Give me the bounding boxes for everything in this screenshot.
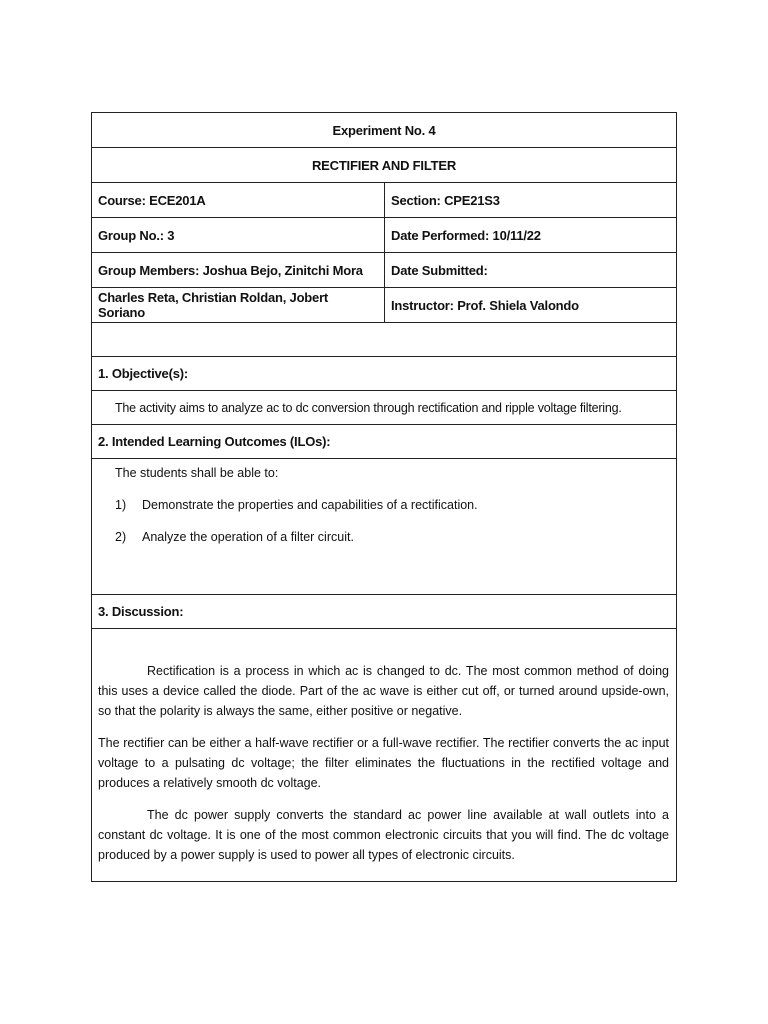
list-item <box>115 498 670 512</box>
members-row <box>92 253 676 288</box>
course-label: Course: ECE201A <box>92 183 385 217</box>
discussion-body <box>92 629 676 881</box>
group-number: Group No.: 3 <box>92 218 385 252</box>
experiment-row <box>92 113 676 148</box>
discussion-body-row <box>92 629 676 881</box>
title-row <box>92 148 676 183</box>
ilos-heading-row <box>92 425 676 459</box>
list-item <box>115 530 670 544</box>
objectives-text-row <box>92 391 676 425</box>
blank-row <box>92 323 676 357</box>
list-item-text: Demonstrate the properties and capabilities of a rectification. <box>142 498 478 512</box>
experiment-title: RECTIFIER AND FILTER <box>311 157 457 173</box>
objectives-heading-row <box>92 357 676 391</box>
members-cont-row <box>92 288 676 323</box>
course-row <box>92 183 676 218</box>
group-members-continued: Charles Reta, Christian Roldan, Jobert Soriano <box>92 288 385 322</box>
objectives-heading: 1. Objective(s): <box>98 366 188 381</box>
blank-cell <box>92 323 676 356</box>
discussion-heading-row <box>92 595 676 629</box>
discussion-paragraph: The dc power supply converts the standard ac power line available at wall outlets into a constant dc voltage. It is one of the most common electronic circuits that you will find. The dc voltage produced by a power supply is used to power all types of electronic circuits. <box>98 808 669 862</box>
date-submitted: Date Submitted: <box>391 262 488 278</box>
ilos-heading: 2. Intended Learning Outcomes (ILOs): <box>98 434 331 449</box>
section-label: Section: CPE21S3 <box>391 192 500 208</box>
objectives-text: The activity aims to analyze ac to dc conversion through rectification and ripple voltage filtering. <box>115 400 622 415</box>
discussion-heading: 3. Discussion: <box>98 604 184 619</box>
ilos-body <box>92 459 676 594</box>
discussion-paragraph: The rectifier can be either a half-wave rectifier or a full-wave rectifier. The rectifier converts the ac input voltage to a pulsating dc voltage; the filter eliminates the fluctuations in the rectified voltage and produces a relatively smooth dc voltage. <box>98 736 669 790</box>
list-item-number: 1) <box>115 498 127 512</box>
instructor: Instructor: Prof. Shiela Valondo <box>391 297 579 313</box>
group-row <box>92 218 676 253</box>
ilos-intro: The students shall be able to: <box>115 466 279 480</box>
list-item-text: Analyze the operation of a filter circuit. <box>142 530 354 544</box>
ilos-body-row <box>92 459 676 595</box>
list-item-number: 2) <box>115 530 127 544</box>
experiment-number: Experiment No. 4 <box>332 122 436 138</box>
discussion-paragraph: Rectification is a process in which ac is changed to dc. The most common method of doing this uses a device called the diode. Part of the ac wave is either cut off, or turned around upside-own, so that the polarity is always the same, either positive or negative. <box>98 664 669 718</box>
group-members: Group Members: Joshua Bejo, Zinitchi Mora <box>92 253 385 287</box>
experiment-form <box>91 112 677 882</box>
date-performed: Date Performed: 10/11/22 <box>391 227 541 243</box>
